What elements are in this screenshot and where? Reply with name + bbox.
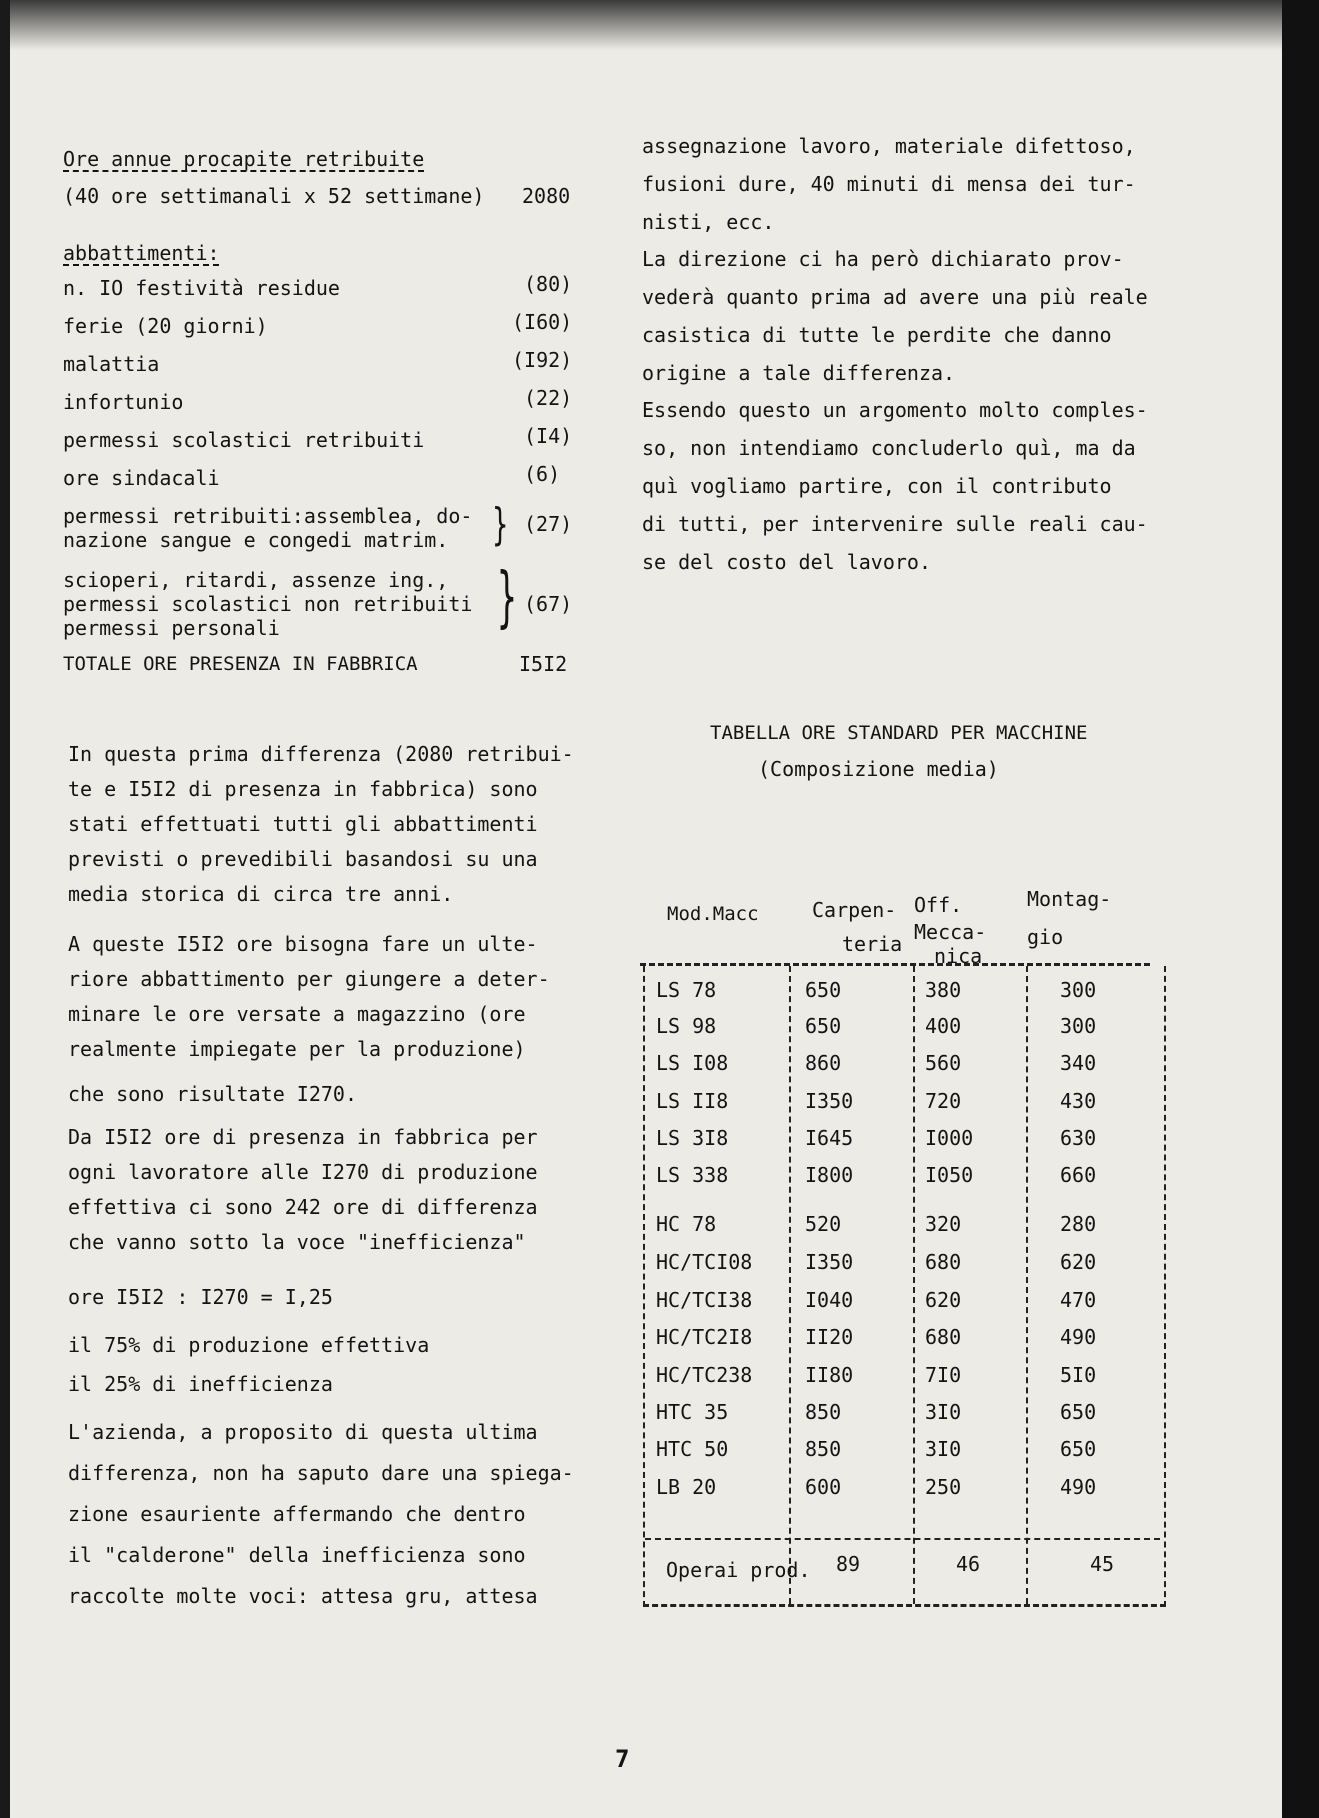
cell-model: HC 78 [656,1212,717,1236]
cell-model: HTC 50 [656,1437,729,1461]
cell-mont: 340 [1060,1051,1097,1075]
cell-mont: 660 [1060,1163,1097,1187]
ratio-line: ore I5I2 : I270 = I,25 [68,1285,333,1309]
cell-mont: 620 [1060,1250,1097,1274]
right-para3-line-2: quì vogliamo partire, con il contributo [642,474,1112,498]
cell-mont: 490 [1060,1325,1097,1349]
para1-line-2: stati effettuati tutti gli abbattimenti [68,812,538,836]
cell-off: I000 [925,1126,974,1150]
abb-value-2: (I92) [512,348,573,372]
heading-ore-annue: Ore annue procapite retribuite [63,147,425,171]
page-edge [1282,0,1319,1818]
cell-off: 380 [925,978,962,1002]
para1-line-1: te e I5I2 di presenza in fabbrica) sono [68,777,538,801]
base-label: (40 ore settimanali x 52 settimane) [63,184,485,208]
cell-model: HC/TCI38 [656,1288,753,1312]
cell-model: LB 20 [656,1475,717,1499]
pct-inefficienza: il 25% di inefficienza [68,1372,333,1396]
cell-carp: 650 [805,1014,842,1038]
cell-model: HC/TC2I8 [656,1325,753,1349]
cell-model: HTC 35 [656,1400,729,1424]
para2-line-4: che sono risultate I270. [68,1082,357,1106]
abbattimenti-heading: abbattimenti: [63,241,220,265]
col-header-off-1: Mecca- [914,920,987,944]
abb-label-5: ore sindacali [63,466,220,490]
abb-label-4: permessi scolastici retribuiti [63,428,425,452]
cell-mont: 430 [1060,1089,1097,1113]
para1-line-0: In questa prima differenza (2080 retribui- [68,742,574,766]
right-para3-line-4: se del costo del lavoro. [642,550,931,574]
para1-line-3: previsti o prevedibili basandosi su una [68,847,538,871]
cell-mont: 650 [1060,1400,1097,1424]
cell-carp: I350 [805,1089,854,1113]
cell-carp: II80 [805,1363,854,1387]
abb-label-1: ferie (20 giorni) [63,314,268,338]
cell-carp: II20 [805,1325,854,1349]
abb-value-5: (6) [524,462,561,486]
para3-line-0: Da I5I2 ore di presenza in fabbrica per [68,1125,538,1149]
right-para3-line-0: Essendo questo un argomento molto comples- [642,398,1148,422]
para4-line-0: L'azienda, a proposito di questa ultima [68,1420,538,1444]
cell-off: 3I0 [925,1400,962,1424]
cell-carp: 850 [805,1400,842,1424]
cell-mont: 280 [1060,1212,1097,1236]
cell-carp: 850 [805,1437,842,1461]
right-para2-line-0: La direzione ci ha però dichiarato prov- [642,247,1124,271]
cell-model: LS I08 [656,1051,729,1075]
abb-value-1: (I60) [512,310,573,334]
cell-carp: 650 [805,978,842,1002]
cell-model: LS 3I8 [656,1126,729,1150]
right-para1-line-2: nisti, ecc. [642,210,775,234]
col-header-carp-1: teria [842,932,903,956]
para2-line-1: riore abbattimento per giungere a deter- [68,967,550,991]
col-header-mont-1: gio [1027,925,1064,949]
cell-carp: 520 [805,1212,842,1236]
cell-mont: 300 [1060,978,1097,1002]
cell-carp: I350 [805,1250,854,1274]
para2-line-0: A queste I5I2 ore bisogna fare un ulte- [68,932,538,956]
para3-line-3: che vanno sotto la voce "inefficienza" [68,1230,526,1254]
cell-model: HC/TCI08 [656,1250,753,1274]
abb-label-2: malattia [63,352,160,376]
para2-line-2: minare le ore versate a magazzino (ore [68,1002,526,1026]
cell-carp: I040 [805,1288,854,1312]
cell-off: 620 [925,1288,962,1312]
group2-value: (67) [524,592,573,616]
cell-model: LS 98 [656,1014,717,1038]
right-para3-line-3: di tutti, per intervenire sulle reali cau- [642,512,1148,536]
cell-off: 7I0 [925,1363,962,1387]
para4-line-4: raccolte molte voci: attesa gru, attesa [68,1584,538,1608]
col-header-off-0: Off. [914,893,963,917]
cell-carp: I800 [805,1163,854,1187]
footer-carp: 89 [836,1552,861,1576]
group1-line-1: nazione sangue e congedi matrim. [63,528,449,552]
para4-line-1: differenza, non ha saputo dare una spiega- [68,1461,574,1485]
group1-value: (27) [524,512,573,536]
cell-model: LS 78 [656,978,717,1002]
brace-group1: } [492,499,509,550]
cell-off: 560 [925,1051,962,1075]
footer-off: 46 [956,1552,981,1576]
cell-carp: 600 [805,1475,842,1499]
cell-model: HC/TC238 [656,1363,753,1387]
abb-label-3: infortunio [63,390,184,414]
cell-off: 680 [925,1325,962,1349]
pct-produzione: il 75% di produzione effettiva [68,1333,430,1357]
table-divider-2 [913,966,915,1604]
cell-carp: 860 [805,1051,842,1075]
para3-line-1: ogni lavoratore alle I270 di produzione [68,1160,538,1184]
cell-model: LS 338 [656,1163,729,1187]
group1-line-0: permessi retribuiti:assemblea, do- [63,504,473,528]
cell-off: 680 [925,1250,962,1274]
group2-line-2: permessi personali [63,616,280,640]
cell-mont: 300 [1060,1014,1097,1038]
total-value: I5I2 [519,652,568,676]
para4-line-3: il "calderone" della inefficienza sono [68,1543,526,1567]
col-header-mont-0: Montag- [1027,887,1112,911]
col-header-carp-0: Carpen- [812,898,897,922]
abb-value-3: (22) [524,386,573,410]
table-divider-1 [789,966,791,1604]
cell-mont: 630 [1060,1126,1097,1150]
para4-line-2: zione esauriente affermando che dentro [68,1502,526,1526]
cell-off: 320 [925,1212,962,1236]
cell-off: 720 [925,1089,962,1113]
cell-mont: 490 [1060,1475,1097,1499]
abb-value-4: (I4) [524,424,573,448]
cell-mont: 650 [1060,1437,1097,1461]
table-subtitle: (Composizione media) [758,757,999,781]
base-value: 2080 [522,184,571,208]
table-title: TABELLA ORE STANDARD PER MACCHINE [710,722,1088,744]
col-header-model: Mod.Macc [667,903,759,925]
cell-off: 400 [925,1014,962,1038]
group2-line-0: scioperi, ritardi, assenze ing., [63,568,449,592]
right-para1-line-1: fusioni dure, 40 minuti di mensa dei tur- [642,172,1136,196]
footer-mont: 45 [1090,1552,1115,1576]
table-footer-rule [645,1538,1160,1540]
para3-line-2: effettiva ci sono 242 ore di differenza [68,1195,538,1219]
cell-off: I050 [925,1163,974,1187]
group2-line-1: permessi scolastici non retribuiti [63,592,473,616]
cell-off: 250 [925,1475,962,1499]
total-label: TOTALE ORE PRESENZA IN FABBRICA [63,653,418,675]
para1-line-4: media storica di circa tre anni. [68,882,454,906]
cell-off: 3I0 [925,1437,962,1461]
cell-model: LS II8 [656,1089,729,1113]
brace-group2: } [496,558,517,635]
right-para1-line-0: assegnazione lavoro, materiale difettoso, [642,134,1136,158]
right-para2-line-3: origine a tale differenza. [642,361,956,385]
footer-label: Operai prod. [666,1558,811,1582]
page-number: 7 [615,1745,630,1773]
cell-carp: I645 [805,1126,854,1150]
cell-mont: 5I0 [1060,1363,1097,1387]
col-header-off-2: nica [934,944,983,968]
right-para2-line-1: vederà quanto prima ad avere una più reale [642,285,1148,309]
abb-label-0: n. IO festività residue [63,276,340,300]
table-divider-3 [1026,966,1028,1604]
abb-value-0: (80) [524,272,573,296]
right-para2-line-2: casistica di tutte le perdite che danno [642,323,1112,347]
para2-line-3: realmente impiegate per la produzione) [68,1037,526,1061]
right-para3-line-1: so, non intendiamo concluderlo quì, ma da [642,436,1136,460]
cell-mont: 470 [1060,1288,1097,1312]
